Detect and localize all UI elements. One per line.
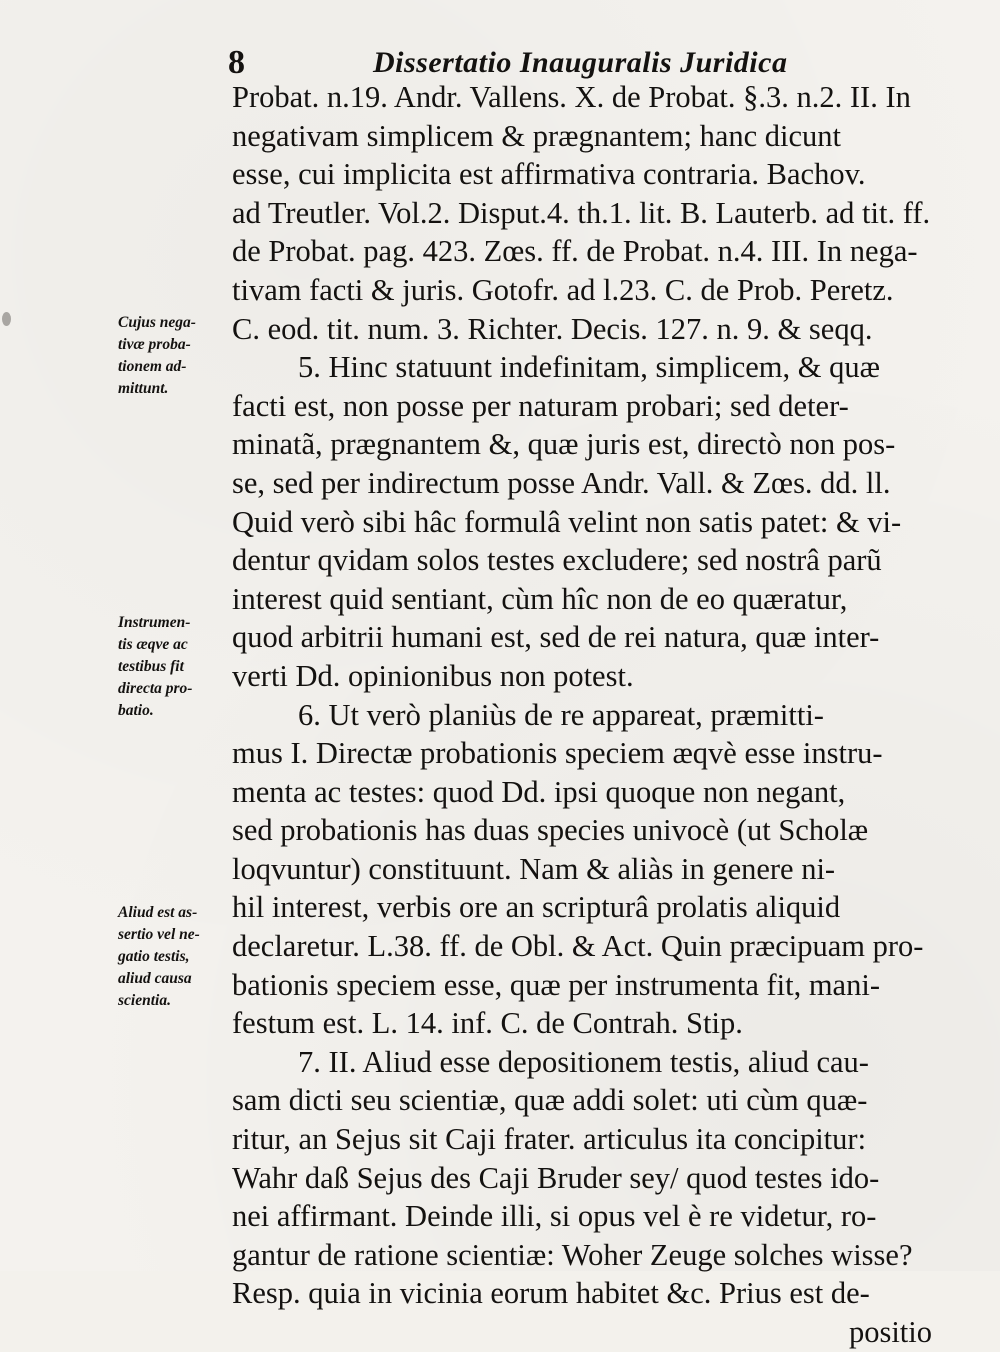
text-line: bationis speciem esse, quæ per instrumenta fit, mani- bbox=[232, 967, 880, 1002]
text-line: Quid verò sibi hâc formulâ velint non satis patet: & vi- bbox=[232, 504, 902, 539]
text-line: interest quid sentiant, cùm hîc non de eo quæratur, bbox=[232, 581, 848, 616]
paper-speck bbox=[2, 312, 11, 326]
text-line: ritur, an Sejus sit Caji frater. articulus ita concipitur: bbox=[232, 1122, 867, 1157]
text-line: se, sed per indirectum posse Andr. Vall. & Zœs. dd. ll. bbox=[232, 465, 891, 500]
margin-note-3: Aliud est as- sertio vel ne- gatio testis, aliud causa scientia. bbox=[118, 904, 200, 1009]
text-line: tivam facti & juris. Gotofr. ad l.23. C. de Prob. Peretz. bbox=[232, 272, 894, 307]
text-line: sed probationis has duas species univocè (ut Scholæ bbox=[232, 813, 869, 848]
text-line: declaretur. L.38. ff. de Obl. & Act. Quin præcipuam pro- bbox=[232, 929, 924, 964]
text-line: facti est, non posse per naturam probari; sed deter- bbox=[232, 388, 849, 423]
text-line: ad Treutler. Vol.2. Disput.4. th.1. lit. B. Lauterb. ad tit. ff. bbox=[232, 195, 931, 230]
text-line: nei affirmant. Deinde illi, si opus vel è re videtur, ro- bbox=[232, 1199, 877, 1234]
text-line: dentur qvidam solos testes excludere; sed nostrâ parũ bbox=[232, 543, 882, 578]
text-line: mus I. Directæ probationis speciem æqvè esse instru- bbox=[232, 736, 883, 771]
text-line: Probat. n.19. Andr. Vallens. X. de Probat. §.3. n.2. II. In bbox=[232, 80, 911, 114]
text-line: esse, cui implicita est affirmativa contraria. Bachov. bbox=[232, 157, 866, 192]
text-line: Resp. quia in vicinia eorum habitet &c. Prius est de- bbox=[232, 1276, 870, 1311]
text-line: de Probat. pag. 423. Zœs. ff. de Probat. n.4. III. In nega- bbox=[232, 234, 918, 269]
text-line: negativam simplicem & prægnantem; hanc dicunt bbox=[232, 118, 842, 153]
margin-note-1: Cujus nega- tivæ proba- tionem ad- mittunt. bbox=[118, 314, 196, 397]
text-line: C. eod. tit. num. 3. Richter. Decis. 127. n. 9. & seqq. bbox=[232, 311, 873, 346]
page-number: 8 bbox=[228, 44, 245, 81]
margin-note-2: Instrumen- tis æqve ac testibus fit directa pro- batio. bbox=[118, 614, 193, 719]
text-line: sam dicti seu scientiæ, quæ addi solet: uti cùm quæ- bbox=[232, 1083, 868, 1118]
text-line: minatã, prægnantem &, quæ juris est, directò non pos- bbox=[232, 427, 896, 462]
text-line: Wahr daß Sejus des Caji Bruder sey/ quod testes ido- bbox=[232, 1160, 880, 1195]
text-line: loqvuntur) constituunt. Nam & aliàs in genere ni- bbox=[232, 851, 836, 886]
running-title: Dissertatio Inauguralis Juridica bbox=[373, 46, 788, 79]
text-line: menta ac testes: quod Dd. ipsi quoque non negant, bbox=[232, 774, 846, 809]
paragraph-7-start: 7. II. Aliud esse depositionem testis, aliud cau- bbox=[298, 1044, 869, 1079]
paragraph-5-start: 5. Hinc statuunt indefinitam, simplicem, & quæ bbox=[298, 350, 880, 385]
text-line: festum est. L. 14. inf. C. de Contrah. Stip. bbox=[232, 1006, 743, 1041]
main-text bbox=[232, 78, 932, 1352]
paragraph-6-start: 6. Ut verò planiùs de re appareat, præmitti- bbox=[298, 697, 824, 732]
text-line: hil interest, verbis ore an scripturâ prolatis aliquid bbox=[232, 890, 841, 925]
text-line: gantur de ratione scientiæ: Woher Zeuge solches wisse? bbox=[232, 1237, 913, 1272]
text-line: quod arbitrii humani est, sed de rei natura, quæ inter- bbox=[232, 620, 880, 655]
text-line: verti Dd. opinionibus non potest. bbox=[232, 658, 634, 693]
catchword: positio bbox=[848, 1315, 932, 1349]
